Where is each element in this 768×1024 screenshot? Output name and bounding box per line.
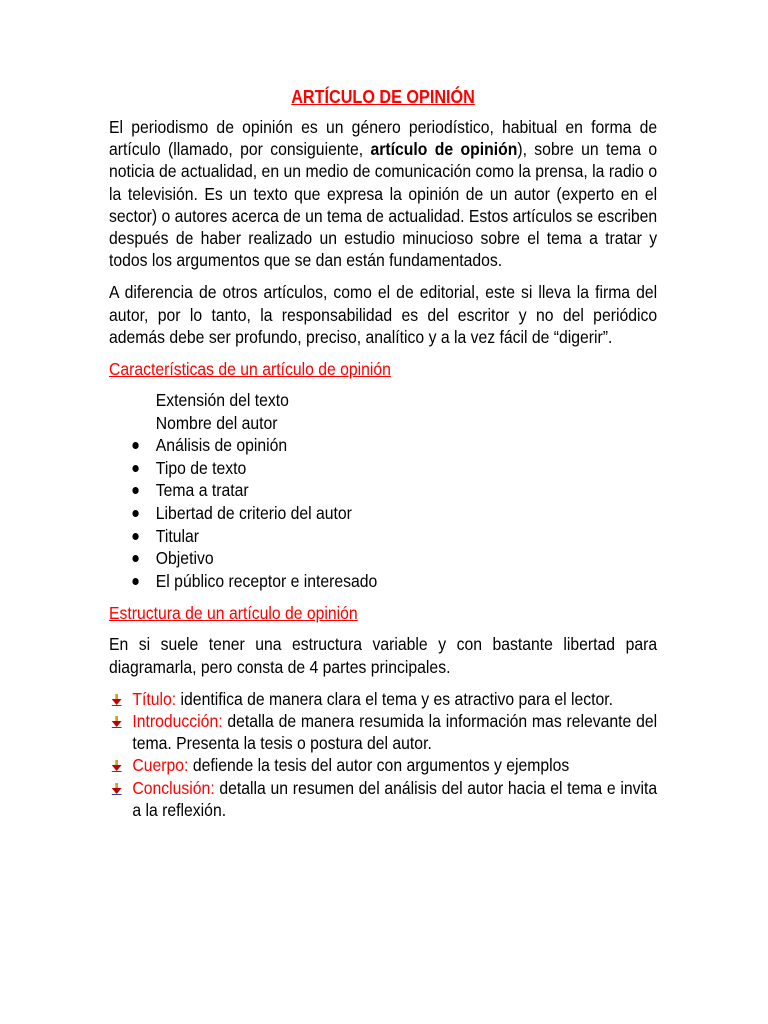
bullet-dot-icon — [132, 533, 138, 540]
structure-heading: Estructura de un artículo de opinión — [109, 603, 358, 624]
structure-part-text: detalla de manera resumida la información mas relevante del tema. Presenta la tesis o postura del autor. — [132, 710, 658, 754]
characteristic-text: Nombre del autor — [155, 412, 278, 433]
characteristic-text: Extensión del texto — [155, 390, 289, 411]
structure-intro: En si suele tener una estructura variable y con bastante libertad para diagramarla, pero consta de 4 partes principales. — [109, 634, 658, 677]
structure-part-item — [109, 777, 657, 821]
intro-bold-term: artículo de opinión — [370, 139, 518, 160]
characteristic-item — [109, 502, 657, 525]
intro-paragraph-1 — [109, 116, 657, 271]
characteristic-item — [109, 434, 657, 457]
intro-text-1: El periodismo de opinión es un género periodístico, habitual en forma de artículo (llamado, por consiguiente, — [109, 117, 658, 160]
down-arrow-icon — [112, 716, 122, 728]
characteristic-text: Libertad de criterio del autor — [155, 503, 352, 523]
bullet-dot-icon — [132, 442, 138, 449]
characteristic-item — [109, 525, 657, 548]
characteristic-item — [109, 412, 657, 435]
bullet-dot-icon — [132, 510, 138, 517]
structure-part-item — [109, 754, 657, 776]
structure-part-label: Introducción: — [132, 710, 223, 731]
characteristic-item — [109, 547, 657, 570]
down-arrow-icon — [112, 783, 122, 795]
intro-text-2: ), sobre un tema o noticia de actualidad, en un medio de comunicación como la prensa, la radio o la televisión. Es un texto que expresa la opinión de un autor (experto en el sector) o autores acerca de un tema de actualidad. Estos artículos se escriben después de haber realizado un estudio minucioso sobre el tema a tratar y todos los argumentos que se dan están fundamentados. — [109, 139, 658, 271]
bullet-dot-icon — [132, 465, 138, 472]
structure-part-label: Título: — [132, 688, 177, 709]
structure-part-item — [109, 688, 657, 710]
bullet-dot-icon — [132, 578, 138, 585]
characteristics-heading: Características de un artículo de opinión — [109, 359, 391, 380]
structure-part-text: defiende la tesis del autor con argumentos y ejemplos — [188, 755, 570, 776]
bullet-dot-icon — [132, 555, 138, 562]
characteristic-item — [109, 389, 657, 412]
down-arrow-icon — [112, 694, 122, 706]
structure-part-label: Conclusión: — [132, 777, 215, 798]
characteristics-list — [109, 389, 657, 592]
characteristic-item — [109, 479, 657, 502]
bullet-dot-icon — [132, 487, 138, 494]
structure-part-item — [109, 710, 657, 754]
structure-parts-list — [109, 688, 657, 821]
characteristic-text: El público receptor e interesado — [155, 570, 378, 591]
structure-part-label: Cuerpo: — [132, 755, 189, 776]
characteristic-item — [109, 570, 657, 593]
characteristic-text: Titular — [155, 525, 199, 546]
characteristic-item — [109, 457, 657, 480]
structure-part-text: detalla un resumen del análisis del autor hacia el tema e invita a la reflexión. — [132, 777, 658, 820]
characteristic-text: Análisis de opinión — [155, 435, 288, 456]
structure-part-text: identifica de manera clara el tema y es atractivo para el lector. — [176, 688, 614, 709]
characteristic-text: Tema a tratar — [155, 480, 249, 501]
document-content — [109, 84, 657, 821]
intro-paragraph-2: A diferencia de otros artículos, como el de editorial, este si lleva la firma del autor, por lo tanto, la responsabilidad es del escritor y no del periódico además debe ser profundo, preciso, analítico y a la vez fácil de “digerir”. — [109, 282, 658, 347]
down-arrow-icon — [112, 760, 122, 772]
page-title: ARTÍCULO DE OPINIÓN — [291, 87, 475, 107]
characteristic-text: Objetivo — [155, 548, 214, 569]
characteristic-text: Tipo de texto — [155, 457, 247, 478]
